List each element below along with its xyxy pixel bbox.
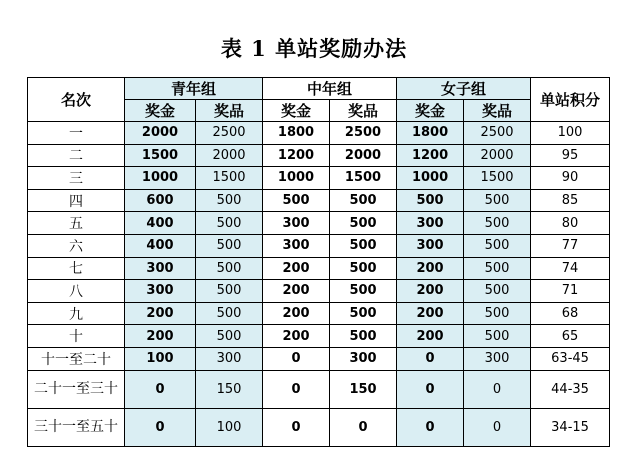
women-goods-cell: 300 xyxy=(464,347,531,370)
middle-prize-cell: 0 xyxy=(263,370,330,408)
rank-cell: 二十一至三十 xyxy=(28,370,125,408)
youth-prize-cell: 400 xyxy=(125,234,196,257)
rank-cell: 二 xyxy=(28,144,125,167)
middle-prize-cell: 300 xyxy=(263,234,330,257)
points-cell: 95 xyxy=(531,144,610,167)
women-goods-cell: 500 xyxy=(464,234,531,257)
youth-prize-cell: 0 xyxy=(125,408,196,446)
table-row xyxy=(28,189,610,212)
youth-goods-cell: 500 xyxy=(196,257,263,280)
women-goods-cell: 500 xyxy=(464,189,531,212)
middle-prize-cell: 200 xyxy=(263,280,330,303)
table-row xyxy=(28,167,610,190)
middle-prize-cell: 1000 xyxy=(263,167,330,190)
youth-goods-cell: 500 xyxy=(196,212,263,235)
middle-prize-cell: 200 xyxy=(263,257,330,280)
middle-prize-cell: 200 xyxy=(263,325,330,348)
rank-cell: 三 xyxy=(28,167,125,190)
middle-prize-cell: 1800 xyxy=(263,122,330,145)
women-prize-cell: 200 xyxy=(397,257,464,280)
middle-goods-cell: 150 xyxy=(330,370,397,408)
youth-goods-cell: 500 xyxy=(196,280,263,303)
youth-prize-cell: 300 xyxy=(125,257,196,280)
table-title: 表 1 单站奖励办法 xyxy=(220,36,408,61)
middle-goods-cell: 500 xyxy=(330,212,397,235)
header-middle-goods: 奖品 xyxy=(330,100,397,122)
women-goods-cell: 500 xyxy=(464,257,531,280)
youth-prize-cell: 300 xyxy=(125,280,196,303)
women-prize-cell: 500 xyxy=(397,189,464,212)
header-group-middle-aged: 中年组 xyxy=(263,78,397,100)
table-row xyxy=(28,234,610,257)
youth-goods-cell: 300 xyxy=(196,347,263,370)
points-cell: 34-15 xyxy=(531,408,610,446)
middle-goods-cell: 0 xyxy=(330,408,397,446)
youth-prize-cell: 2000 xyxy=(125,122,196,145)
women-goods-cell: 0 xyxy=(464,408,531,446)
youth-goods-cell: 150 xyxy=(196,370,263,408)
youth-goods-cell: 2000 xyxy=(196,144,263,167)
women-prize-cell: 1800 xyxy=(397,122,464,145)
rank-cell: 三十一至五十 xyxy=(28,408,125,446)
table-row xyxy=(28,325,610,348)
header-points: 单站积分 xyxy=(531,78,610,122)
middle-goods-cell: 2000 xyxy=(330,144,397,167)
women-prize-cell: 1200 xyxy=(397,144,464,167)
women-prize-cell: 300 xyxy=(397,234,464,257)
points-cell: 90 xyxy=(531,167,610,190)
rank-cell: 十一至二十 xyxy=(28,347,125,370)
women-prize-cell: 300 xyxy=(397,212,464,235)
middle-prize-cell: 0 xyxy=(263,347,330,370)
middle-goods-cell: 500 xyxy=(330,325,397,348)
middle-goods-cell: 500 xyxy=(330,280,397,303)
youth-goods-cell: 500 xyxy=(196,302,263,325)
youth-goods-cell: 100 xyxy=(196,408,263,446)
middle-goods-cell: 300 xyxy=(330,347,397,370)
youth-prize-cell: 100 xyxy=(125,347,196,370)
header-group-youth: 青年组 xyxy=(125,78,263,100)
header-row-groups xyxy=(28,78,610,100)
middle-prize-cell: 0 xyxy=(263,408,330,446)
rank-cell: 一 xyxy=(28,122,125,145)
points-cell: 100 xyxy=(531,122,610,145)
women-prize-cell: 0 xyxy=(397,408,464,446)
rank-cell: 四 xyxy=(28,189,125,212)
points-cell: 80 xyxy=(531,212,610,235)
middle-goods-cell: 500 xyxy=(330,257,397,280)
women-prize-cell: 200 xyxy=(397,325,464,348)
points-cell: 71 xyxy=(531,280,610,303)
rank-cell: 七 xyxy=(28,257,125,280)
women-goods-cell: 500 xyxy=(464,212,531,235)
middle-goods-cell: 500 xyxy=(330,234,397,257)
rank-cell: 五 xyxy=(28,212,125,235)
table-row xyxy=(28,370,610,408)
header-youth-prize: 奖金 xyxy=(125,100,196,122)
youth-prize-cell: 0 xyxy=(125,370,196,408)
points-cell: 65 xyxy=(531,325,610,348)
youth-prize-cell: 1000 xyxy=(125,167,196,190)
women-goods-cell: 2000 xyxy=(464,144,531,167)
youth-prize-cell: 600 xyxy=(125,189,196,212)
award-table xyxy=(27,77,610,447)
middle-prize-cell: 200 xyxy=(263,302,330,325)
header-middle-prize: 奖金 xyxy=(263,100,330,122)
women-goods-cell: 500 xyxy=(464,280,531,303)
women-goods-cell: 2500 xyxy=(464,122,531,145)
table-row xyxy=(28,280,610,303)
women-prize-cell: 1000 xyxy=(397,167,464,190)
rank-cell: 八 xyxy=(28,280,125,303)
middle-prize-cell: 300 xyxy=(263,212,330,235)
points-cell: 74 xyxy=(531,257,610,280)
table-row xyxy=(28,302,610,325)
women-goods-cell: 500 xyxy=(464,302,531,325)
middle-prize-cell: 500 xyxy=(263,189,330,212)
middle-goods-cell: 500 xyxy=(330,302,397,325)
youth-prize-cell: 200 xyxy=(125,302,196,325)
points-cell: 63-45 xyxy=(531,347,610,370)
youth-goods-cell: 500 xyxy=(196,234,263,257)
women-prize-cell: 200 xyxy=(397,302,464,325)
youth-goods-cell: 500 xyxy=(196,325,263,348)
rank-cell: 九 xyxy=(28,302,125,325)
middle-goods-cell: 500 xyxy=(330,189,397,212)
youth-goods-cell: 500 xyxy=(196,189,263,212)
women-goods-cell: 1500 xyxy=(464,167,531,190)
header-women-goods: 奖品 xyxy=(464,100,531,122)
middle-goods-cell: 1500 xyxy=(330,167,397,190)
middle-prize-cell: 1200 xyxy=(263,144,330,167)
rank-cell: 六 xyxy=(28,234,125,257)
rank-cell: 十 xyxy=(28,325,125,348)
points-cell: 68 xyxy=(531,302,610,325)
table-row xyxy=(28,257,610,280)
women-goods-cell: 0 xyxy=(464,370,531,408)
points-cell: 85 xyxy=(531,189,610,212)
youth-prize-cell: 1500 xyxy=(125,144,196,167)
table-row xyxy=(28,347,610,370)
points-cell: 44-35 xyxy=(531,370,610,408)
header-group-women: 女子组 xyxy=(397,78,531,100)
table-row xyxy=(28,144,610,167)
youth-prize-cell: 200 xyxy=(125,325,196,348)
header-youth-goods: 奖品 xyxy=(196,100,263,122)
youth-goods-cell: 1500 xyxy=(196,167,263,190)
women-prize-cell: 0 xyxy=(397,347,464,370)
youth-prize-cell: 400 xyxy=(125,212,196,235)
header-women-prize: 奖金 xyxy=(397,100,464,122)
points-cell: 77 xyxy=(531,234,610,257)
women-goods-cell: 500 xyxy=(464,325,531,348)
women-prize-cell: 200 xyxy=(397,280,464,303)
table-row xyxy=(28,122,610,145)
table-row xyxy=(28,408,610,446)
youth-goods-cell: 2500 xyxy=(196,122,263,145)
header-rank: 名次 xyxy=(28,78,125,122)
table-row xyxy=(28,212,610,235)
women-prize-cell: 0 xyxy=(397,370,464,408)
middle-goods-cell: 2500 xyxy=(330,122,397,145)
